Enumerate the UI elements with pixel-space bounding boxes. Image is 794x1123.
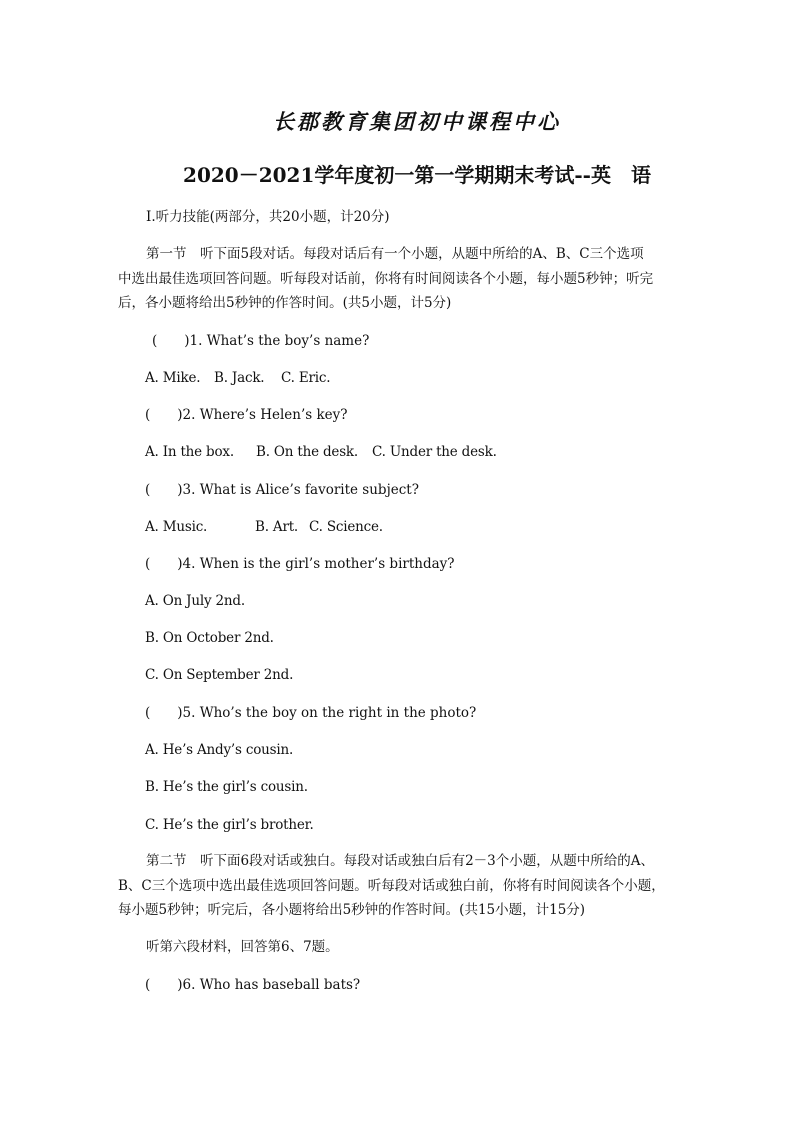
section1-intro-line1: 第一节 听下面5段对话。每段对话后有一个小题，从题中所给的A、B、C三个选项	[146, 246, 644, 262]
section1-intro-line2: 中选出最佳选项回答问题。听每段对话前，你将有时间阅读各个小题，每小题5秒钟；听完	[118, 271, 654, 287]
exam-title: 2020－2021学年度初一第一学期期末考试--英 语	[183, 163, 651, 187]
question-3-option-a: A. Music.	[145, 519, 208, 535]
part1-heading: Ⅰ.听力技能(两部分，共20小题，计20分)	[146, 209, 390, 225]
question-4-option-b: B. On October 2nd.	[145, 630, 274, 646]
question-3-option-c: C. Science.	[309, 519, 383, 535]
question-2-option-b: B. On the desk.	[256, 444, 358, 460]
question-3-option-b: B. Art.	[255, 519, 299, 535]
question-3-stem: ( )3. What is Alice’s favorite subject?	[145, 482, 419, 498]
section2-intro-line3: 每小题5秒钟；听完后，各小题将给出5秒钟的作答时间。(共15小题，计15分)	[118, 902, 586, 918]
question-5-stem: ( )5. Who’s the boy on the right in the photo?	[145, 705, 477, 721]
question-5-option-a: A. He’s Andy’s cousin.	[145, 742, 294, 758]
question-4-stem: ( )4. When is the girl’s mother’s birthday?	[145, 556, 455, 572]
question-4-option-c: C. On September 2nd.	[145, 667, 294, 683]
question-1-option-b: B. Jack.	[214, 370, 265, 386]
question-2-option-a: A. In the box.	[145, 444, 234, 460]
question-4-option-a: A. On July 2nd.	[145, 593, 245, 609]
question-1-option-a: A. Mike.	[145, 370, 201, 386]
material-6-instruction: 听第六段材料，回答第6、7题。	[146, 939, 339, 955]
section2-intro-line2: B、C三个选项中选出最佳选项回答问题。听每段对话或独白前，你将有时间阅读各个小题，	[118, 878, 665, 894]
question-1-option-c: C. Eric.	[281, 370, 331, 386]
question-5-option-c: C. He’s the girl’s brother.	[145, 817, 314, 833]
question-1-stem: ( )1. What’s the boy’s name?	[152, 333, 370, 349]
question-5-option-b: B. He’s the girl’s cousin.	[145, 779, 308, 795]
section1-intro-line3: 后，各小题将给出5秒钟的作答时间。(共5小题，计5分)	[118, 295, 452, 311]
school-header: 长郡教育集团初中课程中心	[273, 109, 561, 134]
section2-intro-line1: 第二节 听下面6段对话或独白。每段对话或独白后有2－3个小题，从题中所给的A、	[146, 853, 655, 869]
question-6-stem: ( )6. Who has baseball bats?	[145, 977, 361, 993]
question-2-stem: ( )2. Where’s Helen’s key?	[145, 407, 348, 423]
question-2-option-c: C. Under the desk.	[372, 444, 497, 460]
